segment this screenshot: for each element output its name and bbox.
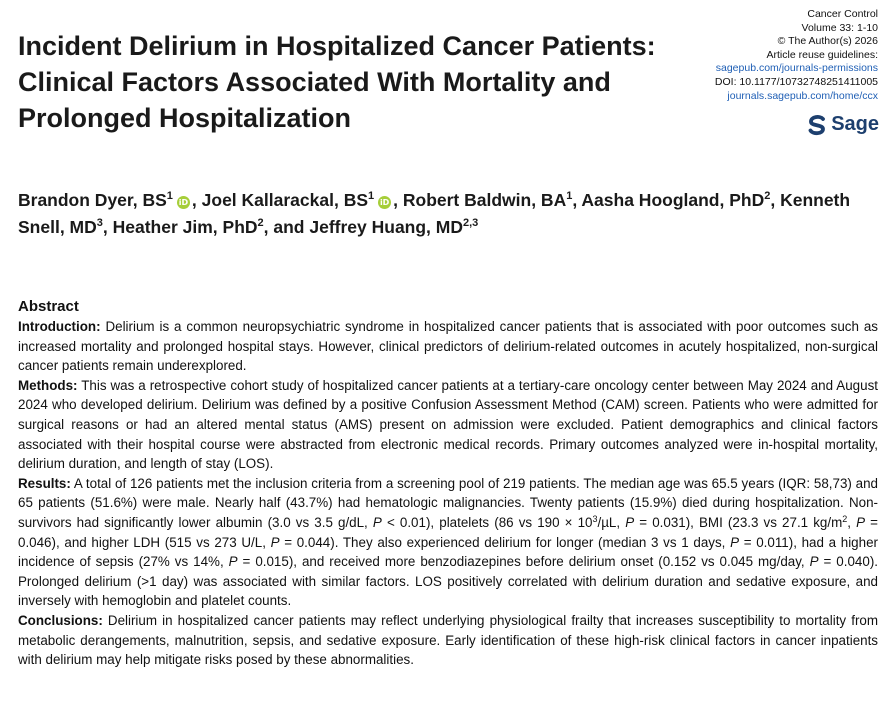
abstract-paragraph [18, 317, 878, 376]
author-name: Aasha Hoogland, PhD [581, 190, 765, 210]
abstract-heading: Abstract [18, 298, 79, 315]
abstract-paragraph [18, 376, 878, 474]
sage-s-icon [806, 114, 828, 136]
author-name: Brandon Dyer, BS [18, 190, 167, 210]
orcid-icon[interactable]: iD [178, 198, 189, 207]
abstract-section-text: Delirium in hospitalized cancer patients may reflect underlying physiological frailty that increases susceptibility to mortality from metabolic derangements, malnutrition, sepsis, and sedative exposure. Early identification of these high-risk clinical factors in cancer inpatients with delirium may help mitigate risks posed by these abnormalities. [18, 612, 878, 668]
doi-text: DOI: 10.1177/10732748251411005 [714, 75, 878, 88]
journal-volume: Volume 33: 1-10 [801, 21, 878, 34]
author-name: Robert Baldwin, BA [402, 190, 567, 210]
author-name: Heather Jim, PhD [112, 217, 258, 237]
author-name: Joel Kallarackal, BS [201, 190, 369, 210]
reuse-label: Article reuse guidelines: [766, 48, 878, 61]
author-affiliation: 1 [166, 190, 173, 202]
abstract-section-label: Methods: [18, 377, 78, 393]
abstract-section-label: Conclusions: [18, 612, 103, 628]
author-affiliation: 1 [566, 190, 573, 202]
abstract-section [18, 297, 878, 670]
abstract-body [18, 317, 878, 670]
author-affiliation: 2 [764, 190, 771, 202]
abstract-paragraph [18, 611, 878, 670]
author-name: Jeffrey Huang, MD [309, 217, 463, 237]
author-list: Brandon Dyer, $BS^1iD$ , Joel Kallarackal, $BS^1iD$ , Robert Baldwin, $BA^1$, Aasha Hoogland, PhD$^2$, Kenneth Snell, $MD^3$, Heather Jim, PhD$^2$, and Jeffrey Huang, MD$^{2,3}$ [18, 190, 851, 237]
journal-info [638, 8, 878, 103]
sage-wordmark: Sage [831, 113, 879, 135]
journal-name: Cancer Control [807, 8, 878, 20]
abstract-section-label: Introduction: [18, 319, 101, 334]
author-affiliation: 3 [96, 217, 103, 229]
abstract-paragraph [18, 474, 878, 611]
permissions-link[interactable]: sagepub.com/journals-permissions [715, 62, 878, 75]
sage-logo [806, 113, 879, 136]
abstract-section-text: Delirium is a common neuropsychiatric syndrome in hospitalized cancer patients that is associated with poor outcomes such as increased mortality and prolonged hospital stays. However, clinical predictors of delirium-related outcomes in acutely hospitalized, non-surgical cancer patients remain underexplored. [18, 319, 878, 374]
article-title: Incident Delirium in Hospitalized Cancer Patients: Clinical Factors Associated With Mortality and Prolonged Hospitalization [18, 31, 656, 133]
orcid-icon[interactable]: iD [379, 198, 390, 207]
author-affiliation: 2,3 [463, 217, 479, 229]
abstract-section-text: This was a retrospective cohort study of hospitalized cancer patients at a tertiary-care oncology center between May 2024 and August 2024 who developed delirium. Delirium was defined by a positive Confusion Assessment Method (CAM) screen. Patients who were admitted for surgical reasons or had an altered mental status (AMS) present on admission were excluded. Patient demographics and clinical factors associated with their hospital course were abstracted from electronic medical records. Primary outcomes analyzed were in-hospital mortality, delirium duration, and length of stay (LOS). [18, 377, 878, 472]
abstract-section-label: Results: [18, 475, 71, 491]
author-name: Kenneth Snell, MD [18, 190, 851, 237]
author-affiliation: 1 [368, 190, 375, 202]
journal-homepage-link[interactable]: journals.sagepub.com/home/ccx [727, 89, 878, 102]
copyright-notice: © The Author(s) 2026 [777, 35, 878, 48]
abstract-section-text: A total of 126 patients met the inclusion criteria from a screening pool of 219 patients. The median age was 65.5 years (IQR: 58,73) and 65 patients (51.6%) were male. Nearly half (43.7%) had hematologic malignancies. Twenty patients (15.9%) died during hospitalization. Non-survivors had significantly lower albumin (3.0 vs 3.5 g/dL, P < 0.01), platelets (86 vs $190 \times 10^3/\mu L$, P = 0.031), BMI (23.3 vs 27.1 $kg/m^2$, P = 0.046), and higher LDH (515 vs 273 U/L, P = 0.044). They also experienced delirium for longer (median 3 vs 1 days, P = 0.011), had a higher incidence of sepsis (27% vs 14%, P = 0.015), and received more benzodiazepines before delirium onset (0.152 vs 0.045 mg/day, P = 0.040). Prolonged delirium (>1 day) was associated with similar factors. LOS positively correlated with delirium duration and sedative exposure, and inversely with hemoglobin and platelet counts. [18, 475, 878, 609]
author-affiliation: 2 [257, 217, 264, 229]
